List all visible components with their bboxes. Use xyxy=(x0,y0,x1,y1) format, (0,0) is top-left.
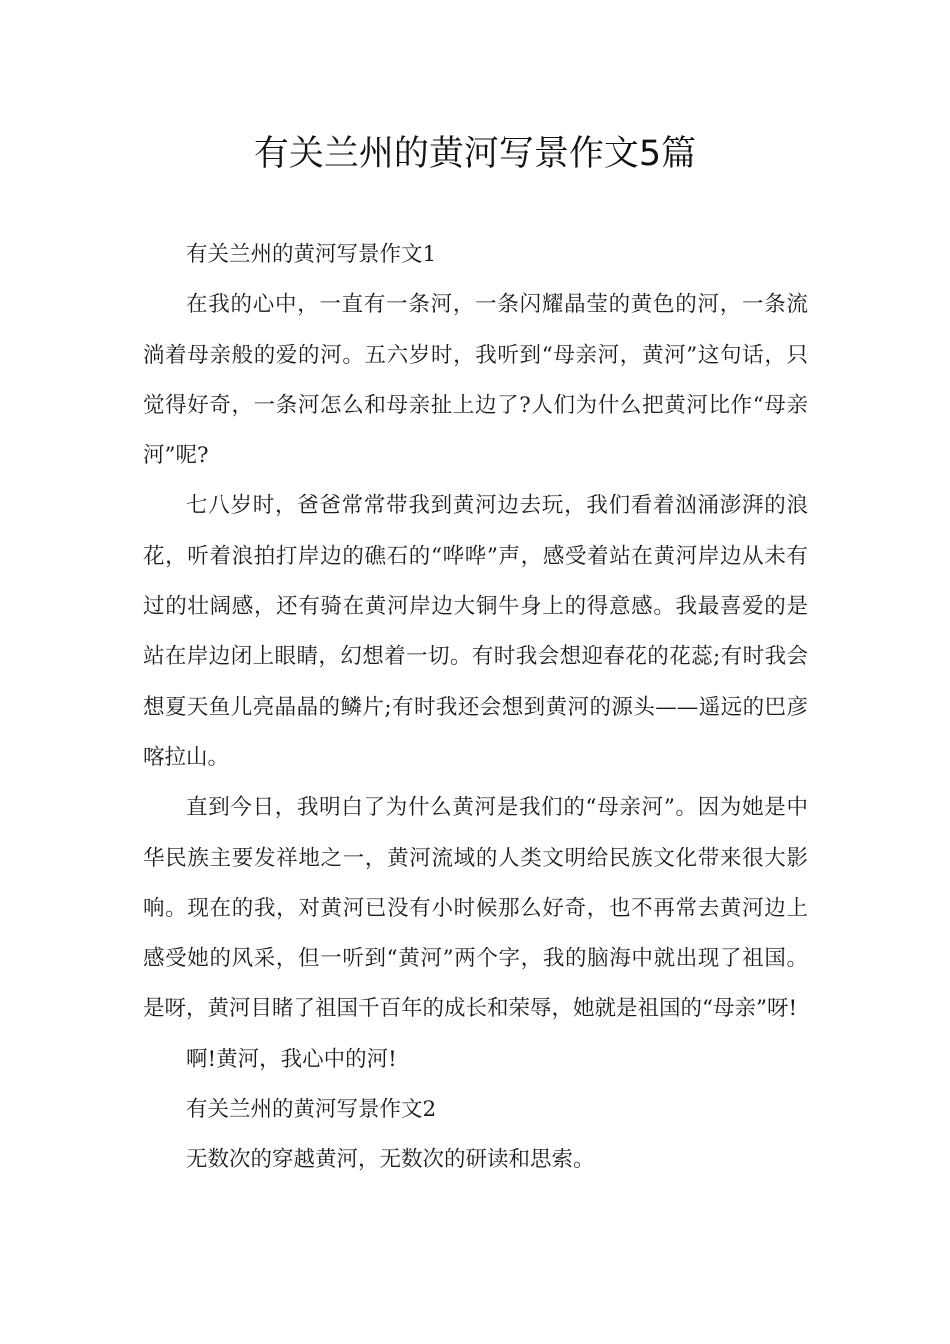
paragraph-3: 直到今日，我明白了为什么黄河是我们的“母亲河”。因为她是中华民族主要发祥地之一，黄河流域的人类文明给民族文化带来很大影响。现在的我，对黄河已没有小时候那么好奇，也不再常去黄河边上感受她的风采，但一听到“黄河”两个字，我的脑海中就出现了祖国。是呀，黄河目睹了祖国千百年的成长和荣辱，她就是祖国的“母亲”呀! xyxy=(143,795,808,1022)
section-heading-2: 有关兰州的黄河写景作文2 xyxy=(186,1097,437,1123)
section-heading-1: 有关兰州的黄河写景作文1 xyxy=(186,242,437,267)
paragraph-5: 无数次的穿越黄河，无数次的研读和思索。 xyxy=(186,1147,595,1173)
paragraph-1: 在我的心中，一直有一条河，一条闪耀晶莹的黄色的河，一条流淌着母亲般的爱的河。五六岁时，我听到“母亲河，黄河”这句话，只觉得好奇，一条河怎么和母亲扯上边了?人们为什么把黄河比作“母亲河”呢? xyxy=(143,292,808,469)
paragraph-4: 啊!黄河，我心中的河! xyxy=(186,1046,397,1072)
paragraph-2: 七八岁时，爸爸常常带我到黄河边去玩，我们看着汹涌澎湃的浪花，听着浪拍打岸边的礁石的“哗哗”声，感受着站在黄河岸边从未有过的壮阔感，还有骑在黄河岸边大铜牛身上的得意感。我最喜爱的是站在岸边闭上眼睛，幻想着一切。有时我会想迎春花的花蕊;有时我会想夏天鱼儿亮晶晶的鳞片;有时我还会想到黄河的源头——遥远的巴彦喀拉山。 xyxy=(143,493,808,770)
document-body xyxy=(143,230,808,1186)
document-title: 有关兰州的黄河写景作文5篇 xyxy=(253,134,697,174)
